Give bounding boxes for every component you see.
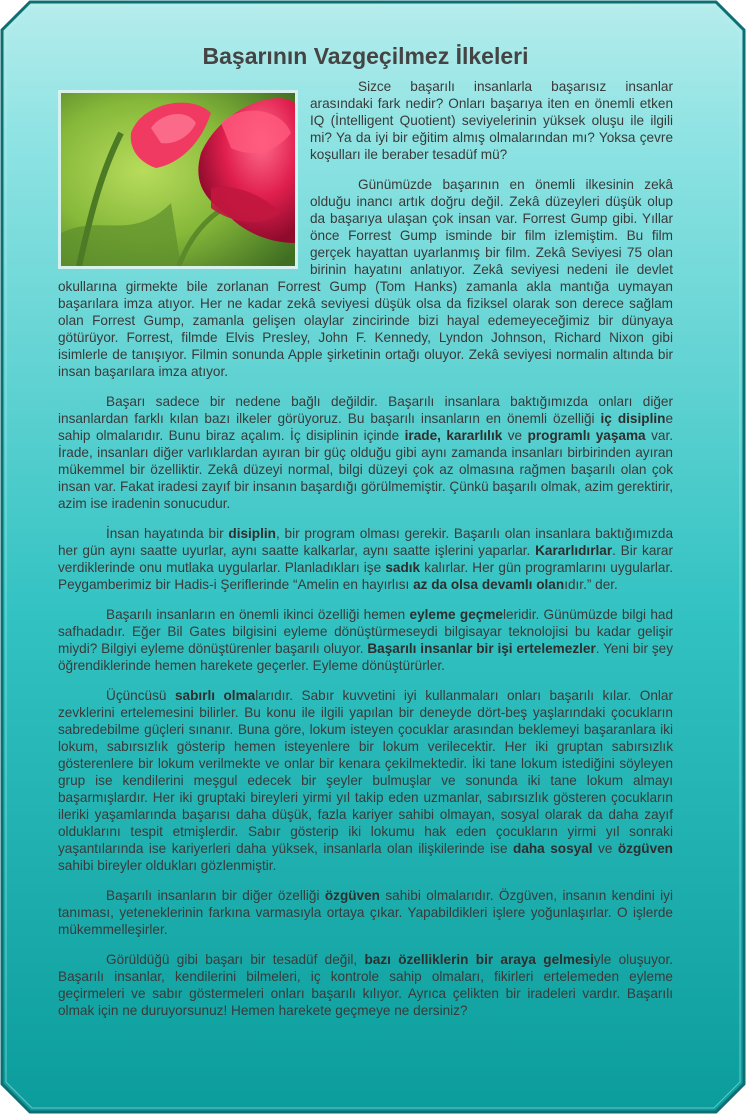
text-run: ıdır.” der. [564,577,618,592]
text-run: larıdır. Sabır kuvvetini iyi kullanmaları onları başarılı kılar. Onlar zevklerini ertelemesini bilirler. Bu konu ile ilgili yapılan bir deneyde dört-beş yaşlarındaki çocukların sabredebilme güçleri sınanır. Buna göre, lokum isteyen çocuklar arasından beklemeyi başaranlara iki lokum, sabırsızlık gösterip hemen isteyenlere bir lokum verilecektir. Her iki gruptan sabırsızlık gösterenlere bir lokum verilmekte ve onlar bir kenara çekilmektedir. İki tane lokum istediğini söyleyen grup ise kendilerini meşgul edecek bir şeyler bulmuşlar ve sonunda iki tane lokum almayı başarmışlardır. Her iki gruptaki bireyleri yirmi yıl takip eden uzmanlar, sabırsızlık gösteren çocukların ileriki yaşamlarında başarısı daha düşük, fazla kariyer sahibi olmayan, sosyal olarak da daha zayıf olduklarını tespit etmişlerdir. Sabır gösterip iki lokumu hak eden çocukların yirmi yıl sonraki yaşantılarında ise kariyerleri daha yüksek, insanlarla olan ilişkilerinde ise [58,688,673,856]
bold-text: özgüven [617,841,673,856]
text-run: yle oluşuyor. Başarılı insanlar, kendilerini bilmeleri, iç kontrole sahip olmaları, fikirleri ertelemeden eyleme geçirmeleri ve sabır göstermeleri onları başarılı kılıyor. Ayrıca çelikten bir iradeleri vardır. Başarılı olmak için ne duruyorsunuz! Hemen harekete geçmeye ne dersiniz? [58,952,673,1018]
text-run: İnsan hayatında bir [106,526,229,541]
text-run: kalırlar. Her gün programlarını uygularlar. Peygamberimiz bir Hadis-i Şeriflerinde “Amelin en hayırlısı [58,560,673,592]
bold-text: irade, kararlılık [404,428,503,443]
bold-text: Başarılı insanlar bir işi ertelemezler [367,641,596,656]
text-run: Günümüzde başarının en önemli ilkesinin zekâ olduğu inancı artık doğru değil. Zekâ düzeyleri düşük olup da başarıya ulaşan çok insan var. Forrest Gump gibi. Yıllar önce Forrest Gump isminde bir film izlemiştim. Bu film gerçek hayattan uyarlanmış bir film. Zekâ Seviyesi 75 olan birinin hayatını anlatıyor. Zekâ seviyesi nedeni ile devlet okullarına girmekte bile zorlanan Forrest Gump (Tom Hanks) zamanla akla mantığa uymayan başarılara imza atıyor. Her ne kadar zekâ seviyesi düşük olsa da fiziksel olarak son derece sağlam olan Forrest Gump, zamanla gelişen olaylar zincirinde bizi hayal edemeyeceğimiz bir dünyaya götürüyor. Forrest, filmde Elvis Presley, John F. Kennedy, Lyndon Johnson, Richard Nixon gibi isimlerle de tanışıyor. Filmin sonunda Apple şirketinin ortağı oluyor. Zekâ seviyesi normalin altında bir insan başarılara imza atıyor. [58,177,673,379]
rose-photo [58,90,298,269]
text-run: sahibi olmalarıdır. Özgüven, insanın kendini iyi tanıması, yeteneklerinin farkına varmasıyla ortaya çıkar. Yapabildikleri işlere yoğunlaşırlar. O işlerde mükemmelleşirler. [58,888,673,937]
text-run: Sizce başarılı insanlarla başarısız insanlar arasındaki fark nedir? Onları başarıya iten en önemli etken IQ (İntelligent Quotient) seviyelerinin yüksek oluşu ile ilgili mi? Ya da iyi bir eğitim almış olmalarından mı? Yoksa çevre koşulları ile beraber tesadüf mü? [310,79,673,162]
text-run: . Bir karar verdiklerinde onu mutlaka uygularlar. Planladıkları işe [58,543,673,575]
text-run: , bir program olması gerekir. Başarılı olan insanlara baktığımızda her gün aynı saatte uyurlar, aynı saatte kalkarlar, aynı saatte işlerini yaparlar. [58,526,674,558]
bold-text: daha sosyal [513,841,593,856]
bold-text: sadık [385,560,421,575]
bold-text: disiplin [228,526,276,541]
bold-text: sabırlı olma [174,688,256,703]
bold-text: Kararlıdırlar [535,543,613,558]
article [58,42,673,1032]
paragraph [58,687,673,874]
text-run: Görüldüğü gibi başarı bir tesadüf değil, [106,952,365,967]
bold-text: iç disiplin [600,411,666,426]
text-run: sahibi bireyler oldukları gözlenmiştir. [58,858,277,873]
paragraph [58,525,673,593]
text-run: . Yeni bir şey öğrendiklerinde hemen harekete geçerler. Eyleme dönüştürürler. [58,641,673,673]
page-title: Başarının Vazgeçilmez İlkeleri [202,43,529,69]
bold-text: bazı özelliklerin bir araya gelmesi [364,952,594,967]
text-run: var. İrade, insanları diğer varlıklardan ayıran bir güç olduğu gibi aynı zamanda insanları birbirinden ayıran mükemmel bir özelliktir. Zekâ düzeyi normal, bilgi düzeyi çok az olmasına rağmen başarılı olan çok insan var. Fakat iradesi zayıf bir insanın başardığı görülmemiştir. Çünkü başarılı olmak, azim gerektirir, azim ise iradenin sonucudur. [58,428,673,511]
bold-text: programlı yaşama [527,428,646,443]
text-run: leridir. Günümüzde bilgi had safhadadır. Eğer Bil Gates bilgisini eyleme dönüştürmeseydi bilgisayar teknolojisi bu kadar gelişir miydi? Bilgiyi eyleme dönüştürenler başarılı oluyor. [58,607,674,656]
bold-text: eyleme geçme [409,607,503,622]
bold-text: az da olsa devamlı olan [413,577,565,592]
text-run: e sahip olmalarıdır. Bunu biraz açalım. İç disiplinin içinde [58,411,673,443]
text-run: Başarılı insanların bir diğer özelliği [106,888,325,903]
text-run: ve [502,428,528,443]
text-run: ve [592,841,618,856]
bold-text: özgüven [324,888,380,903]
text-run: Başarılı insanların en önemli ikinci özelliği hemen [106,607,410,622]
text-run: Üçüncüsü [106,688,175,703]
paragraph [58,887,673,938]
paragraph [58,393,673,512]
paragraph [58,606,673,674]
text-run: Başarı sadece bir nedene bağlı değildir. Başarılı insanlara baktığımızda onları diğer insanlardan farklı kılan bazı ilkeler görüyoruz. Bu başarılı insanların en önemli özelliği [58,394,673,426]
paragraph [58,951,673,1019]
